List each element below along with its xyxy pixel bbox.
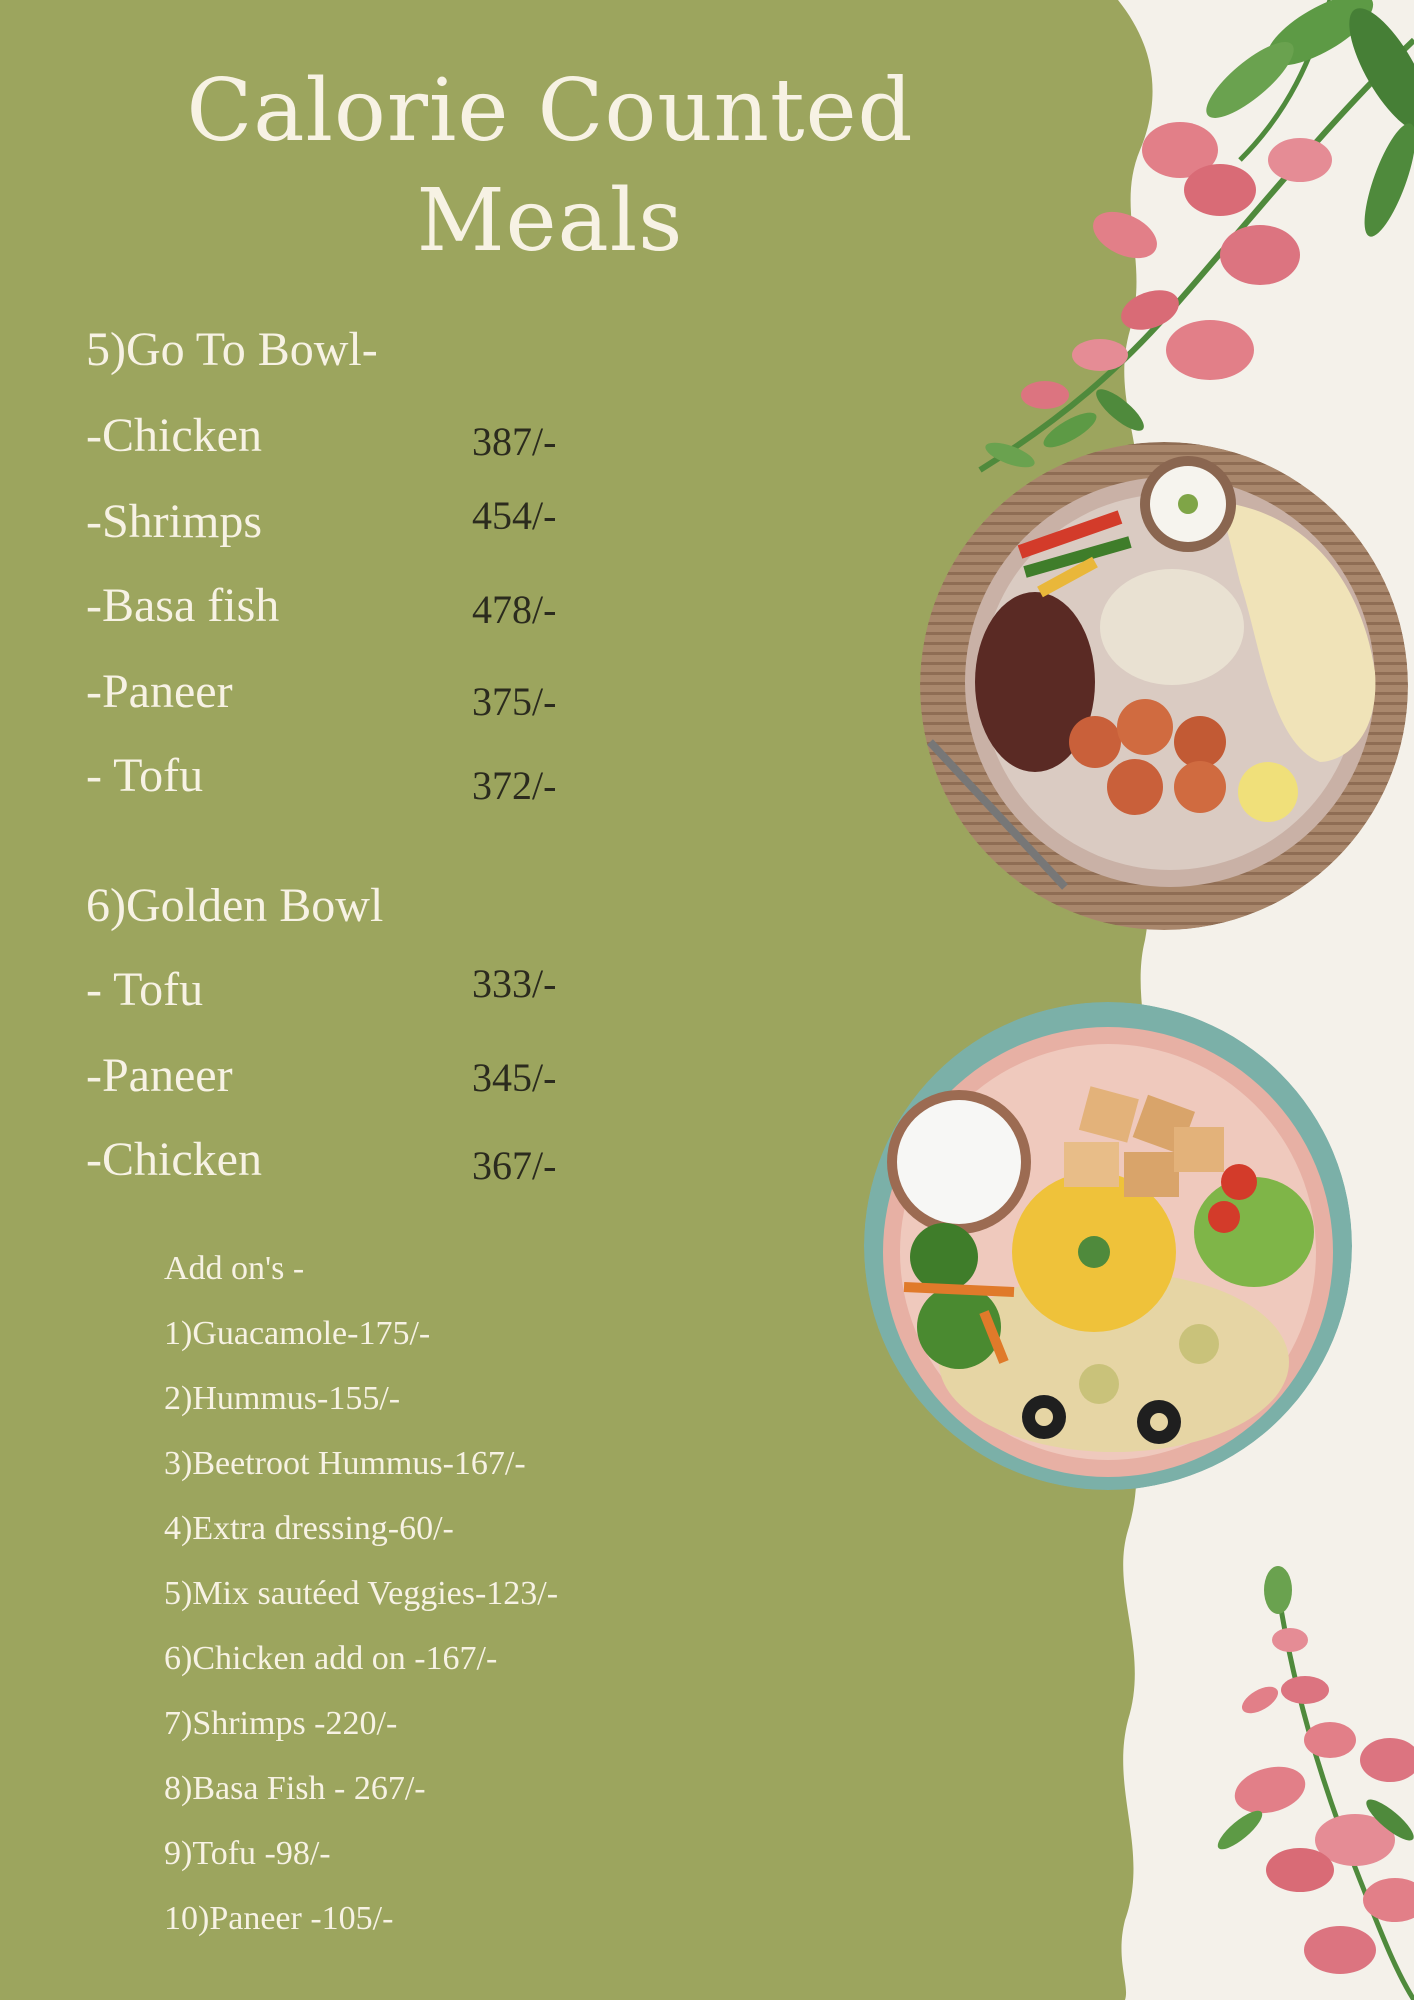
menu-item-name: -Paneer bbox=[86, 665, 233, 718]
title-line-2: Meals bbox=[416, 171, 684, 271]
addon-item: 2)Hummus-155/- bbox=[164, 1380, 401, 1417]
menu-item-name: - Tofu bbox=[86, 963, 204, 1016]
menu-item-name: -Chicken bbox=[86, 1133, 262, 1186]
menu-item-price: 387/- bbox=[472, 419, 557, 464]
menu-item-price: 367/- bbox=[472, 1143, 557, 1188]
addon-item: 8)Basa Fish - 267/- bbox=[164, 1770, 426, 1807]
addons-heading: Add on's - bbox=[164, 1250, 305, 1287]
section-heading-go-to-bowl: 5)Go To Bowl- bbox=[86, 323, 378, 376]
title-line-1: Calorie Counted bbox=[186, 61, 914, 161]
addon-item: 5)Mix sautéed Veggies-123/- bbox=[164, 1575, 559, 1612]
addon-item: 1)Guacamole-175/- bbox=[164, 1315, 431, 1352]
addon-item: 4)Extra dressing-60/- bbox=[164, 1510, 454, 1547]
addon-item: 6)Chicken add on -167/- bbox=[164, 1640, 498, 1677]
page-title bbox=[0, 56, 1100, 276]
section-heading-golden-bowl: 6)Golden Bowl bbox=[86, 879, 384, 932]
menu-item-name: - Tofu bbox=[86, 749, 204, 802]
addon-item: 10)Paneer -105/- bbox=[164, 1900, 394, 1937]
shrimp-rice-bowl-photo bbox=[920, 442, 1408, 930]
addon-item: 3)Beetroot Hummus-167/- bbox=[164, 1445, 526, 1482]
menu-item-price: 345/- bbox=[472, 1055, 557, 1100]
addon-item: 9)Tofu -98/- bbox=[164, 1835, 331, 1872]
golden-rice-bowl-photo bbox=[864, 1002, 1352, 1490]
menu-item-price: 478/- bbox=[472, 587, 557, 632]
menu-item-name: -Chicken bbox=[86, 409, 262, 462]
menu-item-name: -Shrimps bbox=[86, 495, 263, 548]
addons-list bbox=[164, 1244, 558, 1959]
menu-item-name: -Paneer bbox=[86, 1049, 233, 1102]
menu-item-name: -Basa fish bbox=[86, 579, 280, 632]
menu-item-price: 372/- bbox=[472, 763, 557, 808]
menu-item-price: 454/- bbox=[472, 493, 557, 538]
menu-item-price: 375/- bbox=[472, 679, 557, 724]
menu-item-price: 333/- bbox=[472, 961, 557, 1006]
addon-item: 7)Shrimps -220/- bbox=[164, 1705, 398, 1742]
